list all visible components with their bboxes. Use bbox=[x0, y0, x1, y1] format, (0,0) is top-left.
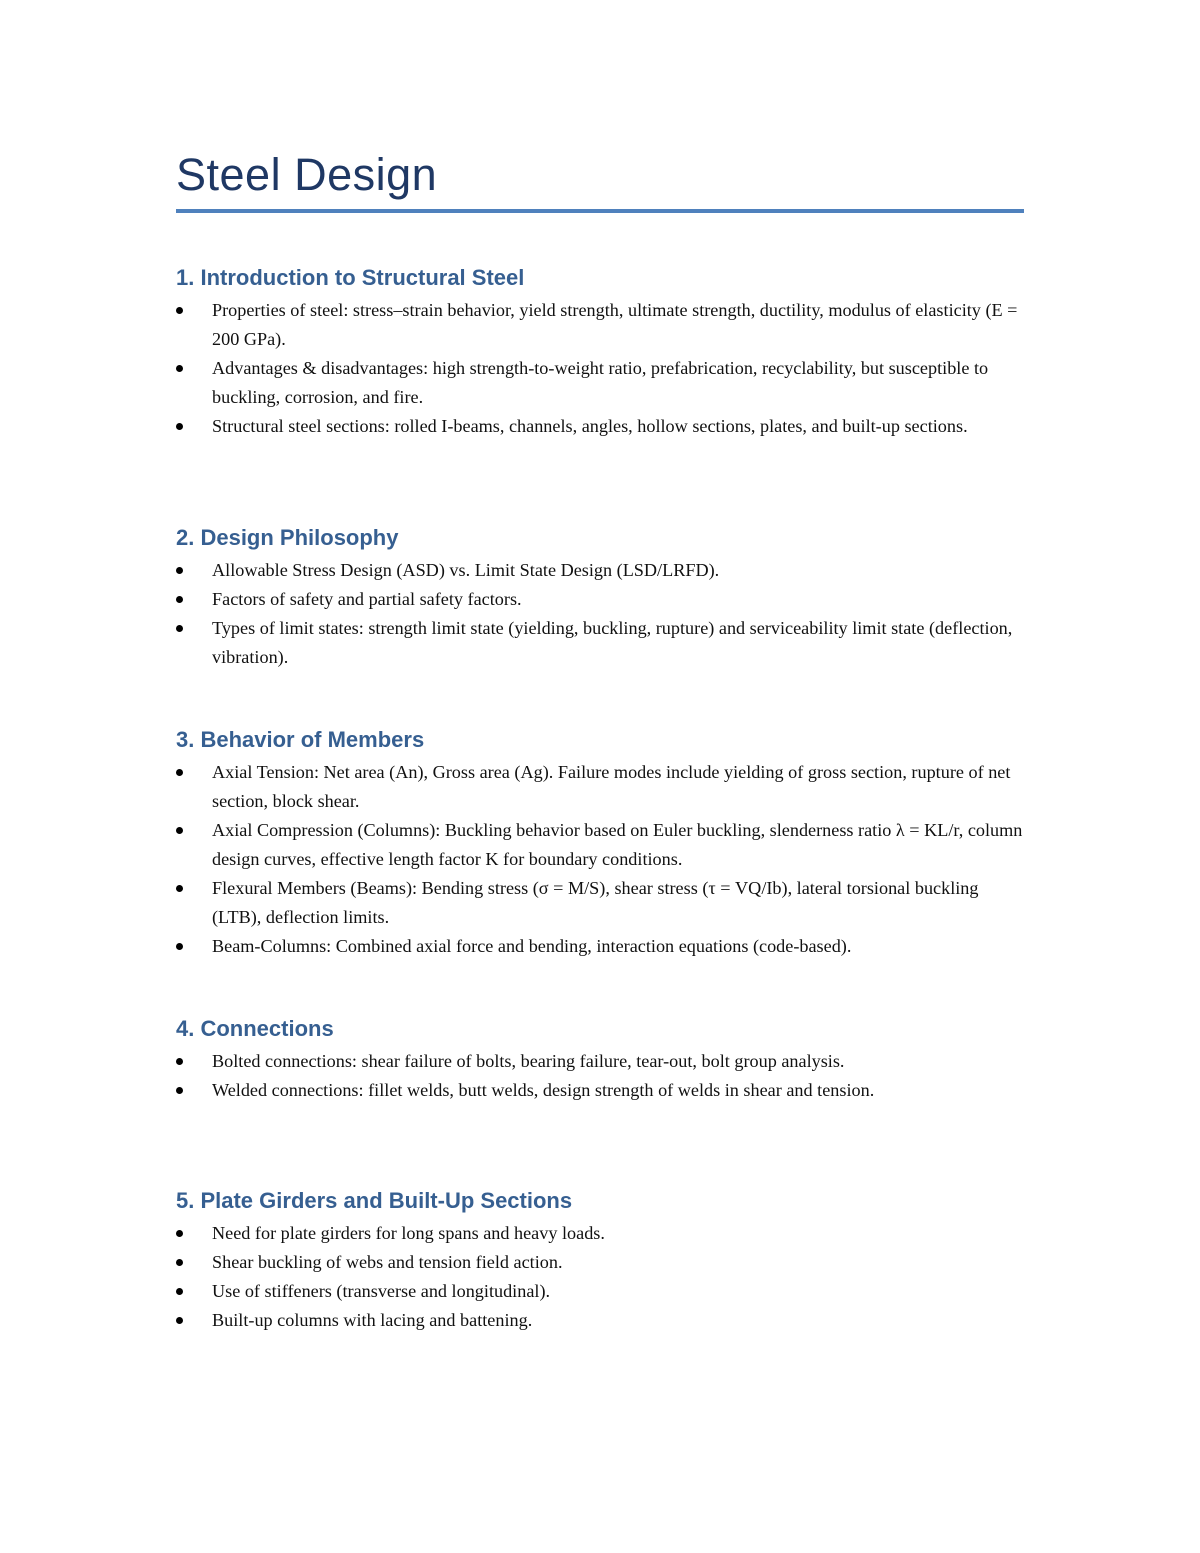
list-item bbox=[176, 1306, 1024, 1335]
list-item bbox=[176, 1047, 1024, 1076]
list-item-text: Allowable Stress Design (ASD) vs. Limit State Design (LSD/LRFD). bbox=[212, 560, 720, 580]
bullet-icon bbox=[176, 567, 183, 574]
bullet-icon bbox=[176, 943, 183, 950]
bullet-icon bbox=[176, 1259, 183, 1266]
bullet-icon bbox=[176, 1058, 183, 1065]
list-item-text: Need for plate girders for long spans and heavy loads. bbox=[212, 1223, 605, 1243]
list-item-text: Types of limit states: strength limit state (yielding, buckling, rupture) and serviceability limit state (deflection, vibration). bbox=[212, 618, 1013, 667]
bullet-icon bbox=[176, 307, 183, 314]
bullet-icon bbox=[176, 596, 183, 603]
list-item-text: Use of stiffeners (transverse and longitudinal). bbox=[212, 1281, 551, 1301]
bullet-icon bbox=[176, 1087, 183, 1094]
section-behavior-of-members bbox=[176, 725, 1024, 961]
section-plate-girders bbox=[176, 1186, 1024, 1335]
list-item-text: Beam-Columns: Combined axial force and bending, interaction equations (code-based). bbox=[212, 936, 852, 956]
list-item-text: Properties of steel: stress–strain behavior, yield strength, ultimate strength, ductility, modulus of elasticity (E = 200 GPa). bbox=[212, 300, 1018, 349]
list-item-text: Advantages & disadvantages: high strength-to-weight ratio, prefabrication, recyclability, but susceptible to buckling, corrosion, and fire. bbox=[212, 358, 989, 407]
bullet-list bbox=[176, 296, 1024, 441]
list-item bbox=[176, 1248, 1024, 1277]
document-title: Steel Design bbox=[176, 149, 438, 200]
section-heading: 2. Design Philosophy bbox=[176, 525, 399, 550]
section-heading: 1. Introduction to Structural Steel bbox=[176, 265, 525, 290]
bullet-icon bbox=[176, 1317, 183, 1324]
list-item bbox=[176, 816, 1024, 874]
list-item-text: Flexural Members (Beams): Bending stress (σ = M/S), shear stress (τ = VQ/Ib), lateral torsional buckling (LTB), deflection limits. bbox=[212, 878, 979, 927]
list-item-text: Structural steel sections: rolled I-beams, channels, angles, hollow sections, plates, and built-up sections. bbox=[212, 416, 968, 436]
section-heading: 4. Connections bbox=[176, 1016, 334, 1041]
bullet-list bbox=[176, 1219, 1024, 1335]
list-item-text: Welded connections: fillet welds, butt welds, design strength of welds in shear and tension. bbox=[212, 1080, 875, 1100]
list-item-text: Shear buckling of webs and tension field action. bbox=[212, 1252, 563, 1272]
bullet-icon bbox=[176, 365, 183, 372]
list-item-text: Axial Tension: Net area (An), Gross area (Ag). Failure modes include yielding of gross section, rupture of net section, block shear. bbox=[212, 762, 1011, 811]
section-connections bbox=[176, 1014, 1024, 1105]
list-item bbox=[176, 1219, 1024, 1248]
list-item bbox=[176, 296, 1024, 354]
section-heading: 5. Plate Girders and Built-Up Sections bbox=[176, 1188, 573, 1213]
list-item bbox=[176, 1076, 1024, 1105]
list-item bbox=[176, 412, 1024, 441]
list-item-text: Factors of safety and partial safety factors. bbox=[212, 589, 522, 609]
list-item bbox=[176, 354, 1024, 412]
list-item bbox=[176, 585, 1024, 614]
list-item bbox=[176, 1277, 1024, 1306]
section-design-philosophy bbox=[176, 523, 1024, 672]
title-underline bbox=[176, 209, 1024, 213]
list-item bbox=[176, 614, 1024, 672]
bullet-list bbox=[176, 556, 1024, 672]
bullet-icon bbox=[176, 423, 183, 430]
bullet-list bbox=[176, 1047, 1024, 1105]
bullet-icon bbox=[176, 1230, 183, 1237]
list-item bbox=[176, 874, 1024, 932]
list-item bbox=[176, 758, 1024, 816]
list-item-text: Axial Compression (Columns): Buckling behavior based on Euler buckling, slenderness ratio λ = KL/r, column design curves, effective length factor K for boundary conditions. bbox=[212, 820, 1023, 869]
list-item bbox=[176, 556, 1024, 585]
list-item bbox=[176, 932, 1024, 961]
list-item-text: Bolted connections: shear failure of bolts, bearing failure, tear-out, bolt group analysis. bbox=[212, 1051, 845, 1071]
bullet-list bbox=[176, 758, 1024, 961]
bullet-icon bbox=[176, 625, 183, 632]
section-heading: 3. Behavior of Members bbox=[176, 727, 425, 752]
list-item-text: Built-up columns with lacing and battening. bbox=[212, 1310, 533, 1330]
bullet-icon bbox=[176, 1288, 183, 1295]
section-introduction bbox=[176, 263, 1024, 441]
bullet-icon bbox=[176, 769, 183, 776]
bullet-icon bbox=[176, 827, 183, 834]
bullet-icon bbox=[176, 885, 183, 892]
